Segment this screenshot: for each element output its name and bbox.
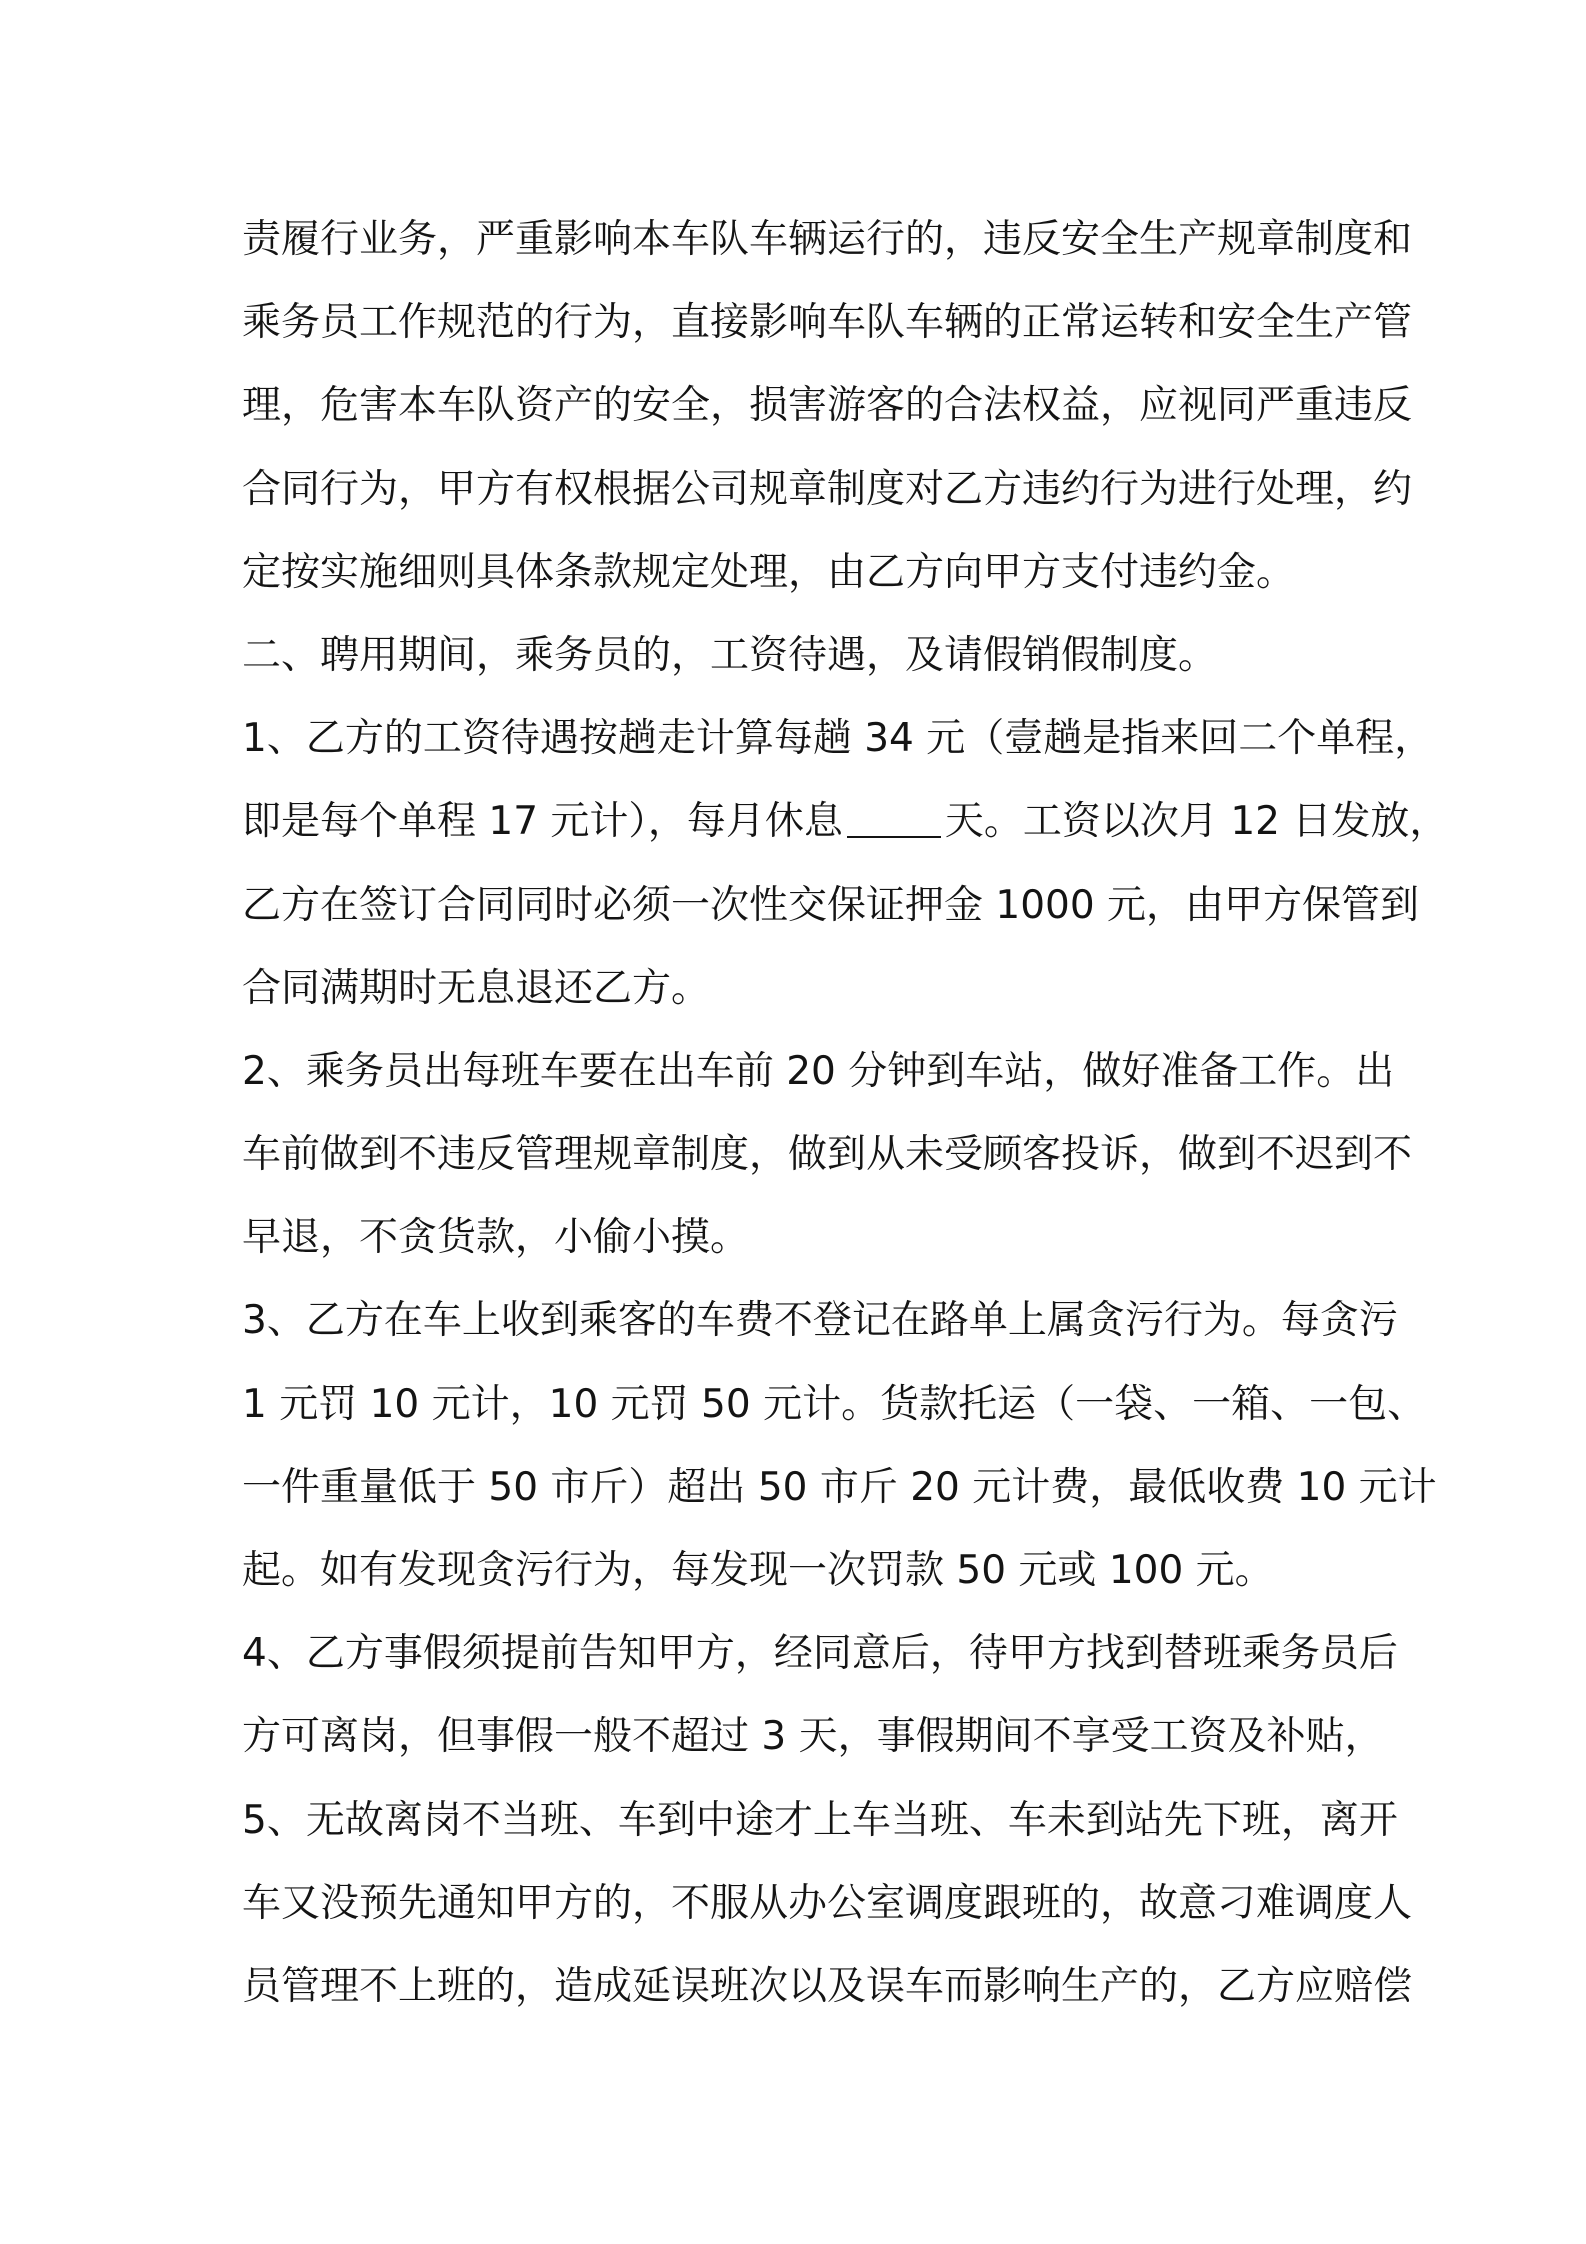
text-line: 车又没预先通知甲方的，不服从办公室调度跟班的，故意刁难调度人 <box>242 1880 1413 1926</box>
text-line: 3、乙方在车上收到乘客的车费不登记在路单上属贪污行为。每贪污 <box>242 1298 1398 1344</box>
text-line: 5、无故离岗不当班、车到中途才上车当班、车未到站先下班，离开 <box>242 1797 1398 1843</box>
text-line: 理，危害本车队资产的安全，损害游客的合法权益，应视同严重违反 <box>242 383 1413 429</box>
text-line: 1 元罚 10 元计，10 元罚 50 元计。货款托运（一袋、一箱、一包、 <box>242 1381 1427 1427</box>
text-line: 一件重量低于 50 市斤）超出 50 市斤 20 元计费，最低收费 10 元计 <box>242 1464 1437 1510</box>
text-line-with-blank <box>242 780 1449 863</box>
text-line: 早退，不贪货款，小偷小摸。 <box>242 1215 750 1261</box>
text-line: 合同满期时无息退还乙方。 <box>242 965 711 1011</box>
section-heading: 二、聘用期间，乘务员的，工资待遇，及请假销假制度。 <box>242 632 1218 678</box>
rest-days-blank <box>847 800 941 838</box>
text-segment: 天。工资以次月 12 日发放， <box>944 799 1449 845</box>
text-line: 合同行为，甲方有权根据公司规章制度对乙方违约行为进行处理，约 <box>242 466 1413 512</box>
text-line: 员管理不上班的，造成延误班次以及误车而影响生产的，乙方应赔偿 <box>242 1963 1413 2009</box>
document-body <box>242 198 1449 2028</box>
text-segment: 即是每个单程 17 元计），每月休息 <box>242 799 843 845</box>
text-line: 起。如有发现贪污行为，每发现一次罚款 50 元或 100 元。 <box>242 1548 1274 1593</box>
text-line: 2、乘务员出每班车要在出车前 20 分钟到车站，做好准备工作。出 <box>242 1048 1395 1094</box>
text-line: 方可离岗，但事假一般不超过 3 天，事假期间不享受工资及补贴， <box>242 1714 1384 1760</box>
text-line: 乘务员工作规范的行为，直接影响车队车辆的正常运转和安全生产管 <box>242 300 1413 346</box>
text-line: 4、乙方事假须提前告知甲方，经同意后，待甲方找到替班乘务员后 <box>242 1631 1398 1677</box>
text-line: 乙方在签订合同同时必须一次性交保证押金 1000 元，由甲方保管到 <box>242 882 1420 928</box>
text-line: 1、乙方的工资待遇按趟走计算每趟 34 元（壹趟是指来回二个单程， <box>242 716 1434 762</box>
text-line: 车前做到不违反管理规章制度，做到从未受顾客投诉，做到不迟到不 <box>242 1132 1413 1178</box>
text-line: 定按实施细则具体条款规定处理，由乙方向甲方支付违约金。 <box>242 549 1296 595</box>
text-line: 责履行业务，严重影响本车队车辆运行的，违反安全生产规章制度和 <box>242 217 1413 262</box>
